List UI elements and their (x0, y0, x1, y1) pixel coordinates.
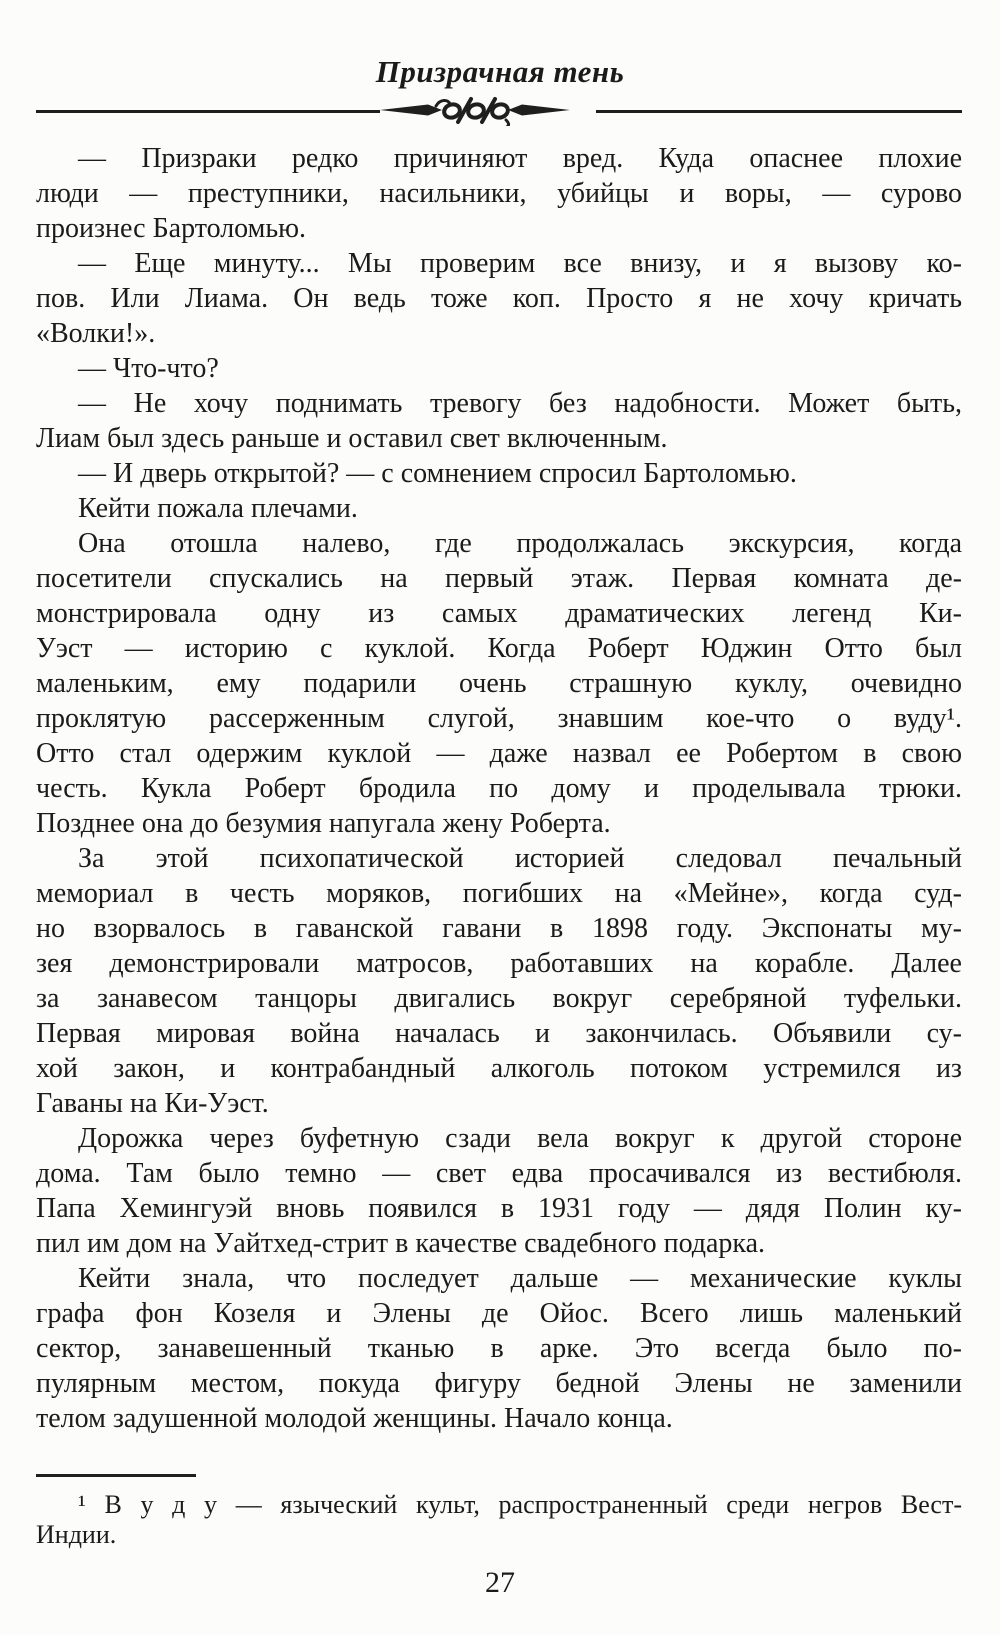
text-line: — Не хочу поднимать тревогу без надобности. Может быть, (78, 388, 962, 419)
paragraph (36, 456, 962, 491)
paragraph (36, 491, 962, 526)
text-line: дома. Там было темно — свет едва просачивался из вестибюля. (36, 1158, 962, 1189)
footnote-section (36, 1474, 962, 1550)
text-line: посетители спускались на первый этаж. Первая комната де- (36, 563, 962, 594)
text-line: Гаваны на Ки-Уэст. (36, 1088, 269, 1119)
text-line: пил им дом на Уайтхед-стрит в качестве свадебного подарка. (36, 1228, 766, 1259)
text-line: проклятую рассерженным слугой, знавшим кое-что о вуду¹. (36, 703, 962, 734)
text-line: — Что-что? (78, 353, 219, 384)
text-line: люди — преступники, насильники, убийцы и воры, — сурово (36, 178, 962, 209)
text-line: но взорвалось в гаванской гавани в 1898 году. Экспонаты му- (36, 913, 962, 944)
text-line: телом задушенной молодой женщины. Начало конца. (36, 1403, 673, 1434)
text-line: мемориал в честь моряков, погибших на «Мейне», когда суд- (36, 878, 962, 909)
text-line: Лиам был здесь раньше и оставил свет включенным. (36, 423, 668, 454)
text-line: произнес Бартоломью. (36, 213, 307, 244)
text-line: монстрировала одну из самых драматических легенд Ки- (36, 598, 962, 629)
paragraph (36, 841, 962, 1121)
text-line: — Призраки редко причиняют вред. Куда опаснее плохие (78, 143, 962, 174)
text-line: хой закон, и контрабандный алкоголь потоком устремился из (36, 1053, 962, 1084)
text-line: Первая мировая война началась и закончилась. Объявили су- (36, 1018, 962, 1049)
text-line: Позднее она до безумия напугала жену Роберта. (36, 808, 611, 839)
text-line: Кейти пожала плечами. (78, 493, 358, 524)
text-line: маленьким, ему подарили очень страшную куклу, очевидно (36, 668, 962, 699)
text-line: за занавесом танцоры двигались вокруг серебряной туфельки. (36, 983, 962, 1014)
text-line: Кейти знала, что последует дальше — механические куклы (78, 1263, 962, 1294)
text-line: пулярным местом, покуда фигуру бедной Элены не заменили (36, 1368, 962, 1399)
paragraph (36, 1261, 962, 1436)
divider-rule-left (36, 110, 380, 113)
paragraph (36, 351, 962, 386)
text-line: графа фон Козеля и Элены де Ойос. Всего лишь маленький (36, 1298, 962, 1329)
page-number: 27 (485, 1566, 515, 1599)
divider-gap (570, 111, 596, 112)
chapter-divider (36, 95, 962, 127)
paragraph (36, 141, 962, 246)
text-line: сектор, занавешенный тканью в арке. Это всегда было по- (36, 1333, 962, 1364)
text-line: Отто стал одержим куклой — даже назвал ее Робертом в свою (36, 738, 962, 769)
running-title: Призрачная тень (375, 54, 625, 89)
text-line: «Волки!». (36, 318, 156, 349)
divider-rule-right (596, 110, 962, 113)
text-line: зея демонстрировали матросов, работавших на корабле. Далее (36, 948, 962, 979)
divider-ornament-icon (380, 96, 570, 126)
text-line: — Еще минуту... Мы проверим все внизу, и я вызову ко- (78, 248, 962, 279)
text-line: Она отошла налево, где продолжалась экскурсия, когда (78, 528, 962, 559)
text-line: — И дверь открытой? — с сомнением спросил Бартоломью. (78, 458, 797, 489)
text-line: Дорожка через буфетную сзади вела вокруг к другой стороне (78, 1123, 962, 1154)
footnote-line: Индии. (36, 1520, 117, 1549)
paragraph (36, 1121, 962, 1261)
text-line: честь. Кукла Роберт бродила по дому и проделывала трюки. (36, 773, 962, 804)
paragraph (36, 526, 962, 841)
footnote-line: ¹ В у д у — языческий культ, распространенный среди негров Вест- (78, 1490, 962, 1519)
footnote-divider (36, 1474, 196, 1477)
text-line: пов. Или Лиама. Он ведь тоже коп. Просто я не хочу кричать (36, 283, 962, 314)
paragraph (36, 246, 962, 351)
paragraph (36, 386, 962, 456)
text-line: Папа Хемингуэй вновь появился в 1931 году — дядя Полин ку- (36, 1193, 962, 1224)
text-line: Уэст — историю с куклой. Когда Роберт Юджин Отто был (36, 633, 962, 664)
page-body (36, 141, 962, 1436)
text-line: За этой психопатической историей следовал печальный (78, 843, 962, 874)
body-paragraphs (36, 141, 962, 1436)
